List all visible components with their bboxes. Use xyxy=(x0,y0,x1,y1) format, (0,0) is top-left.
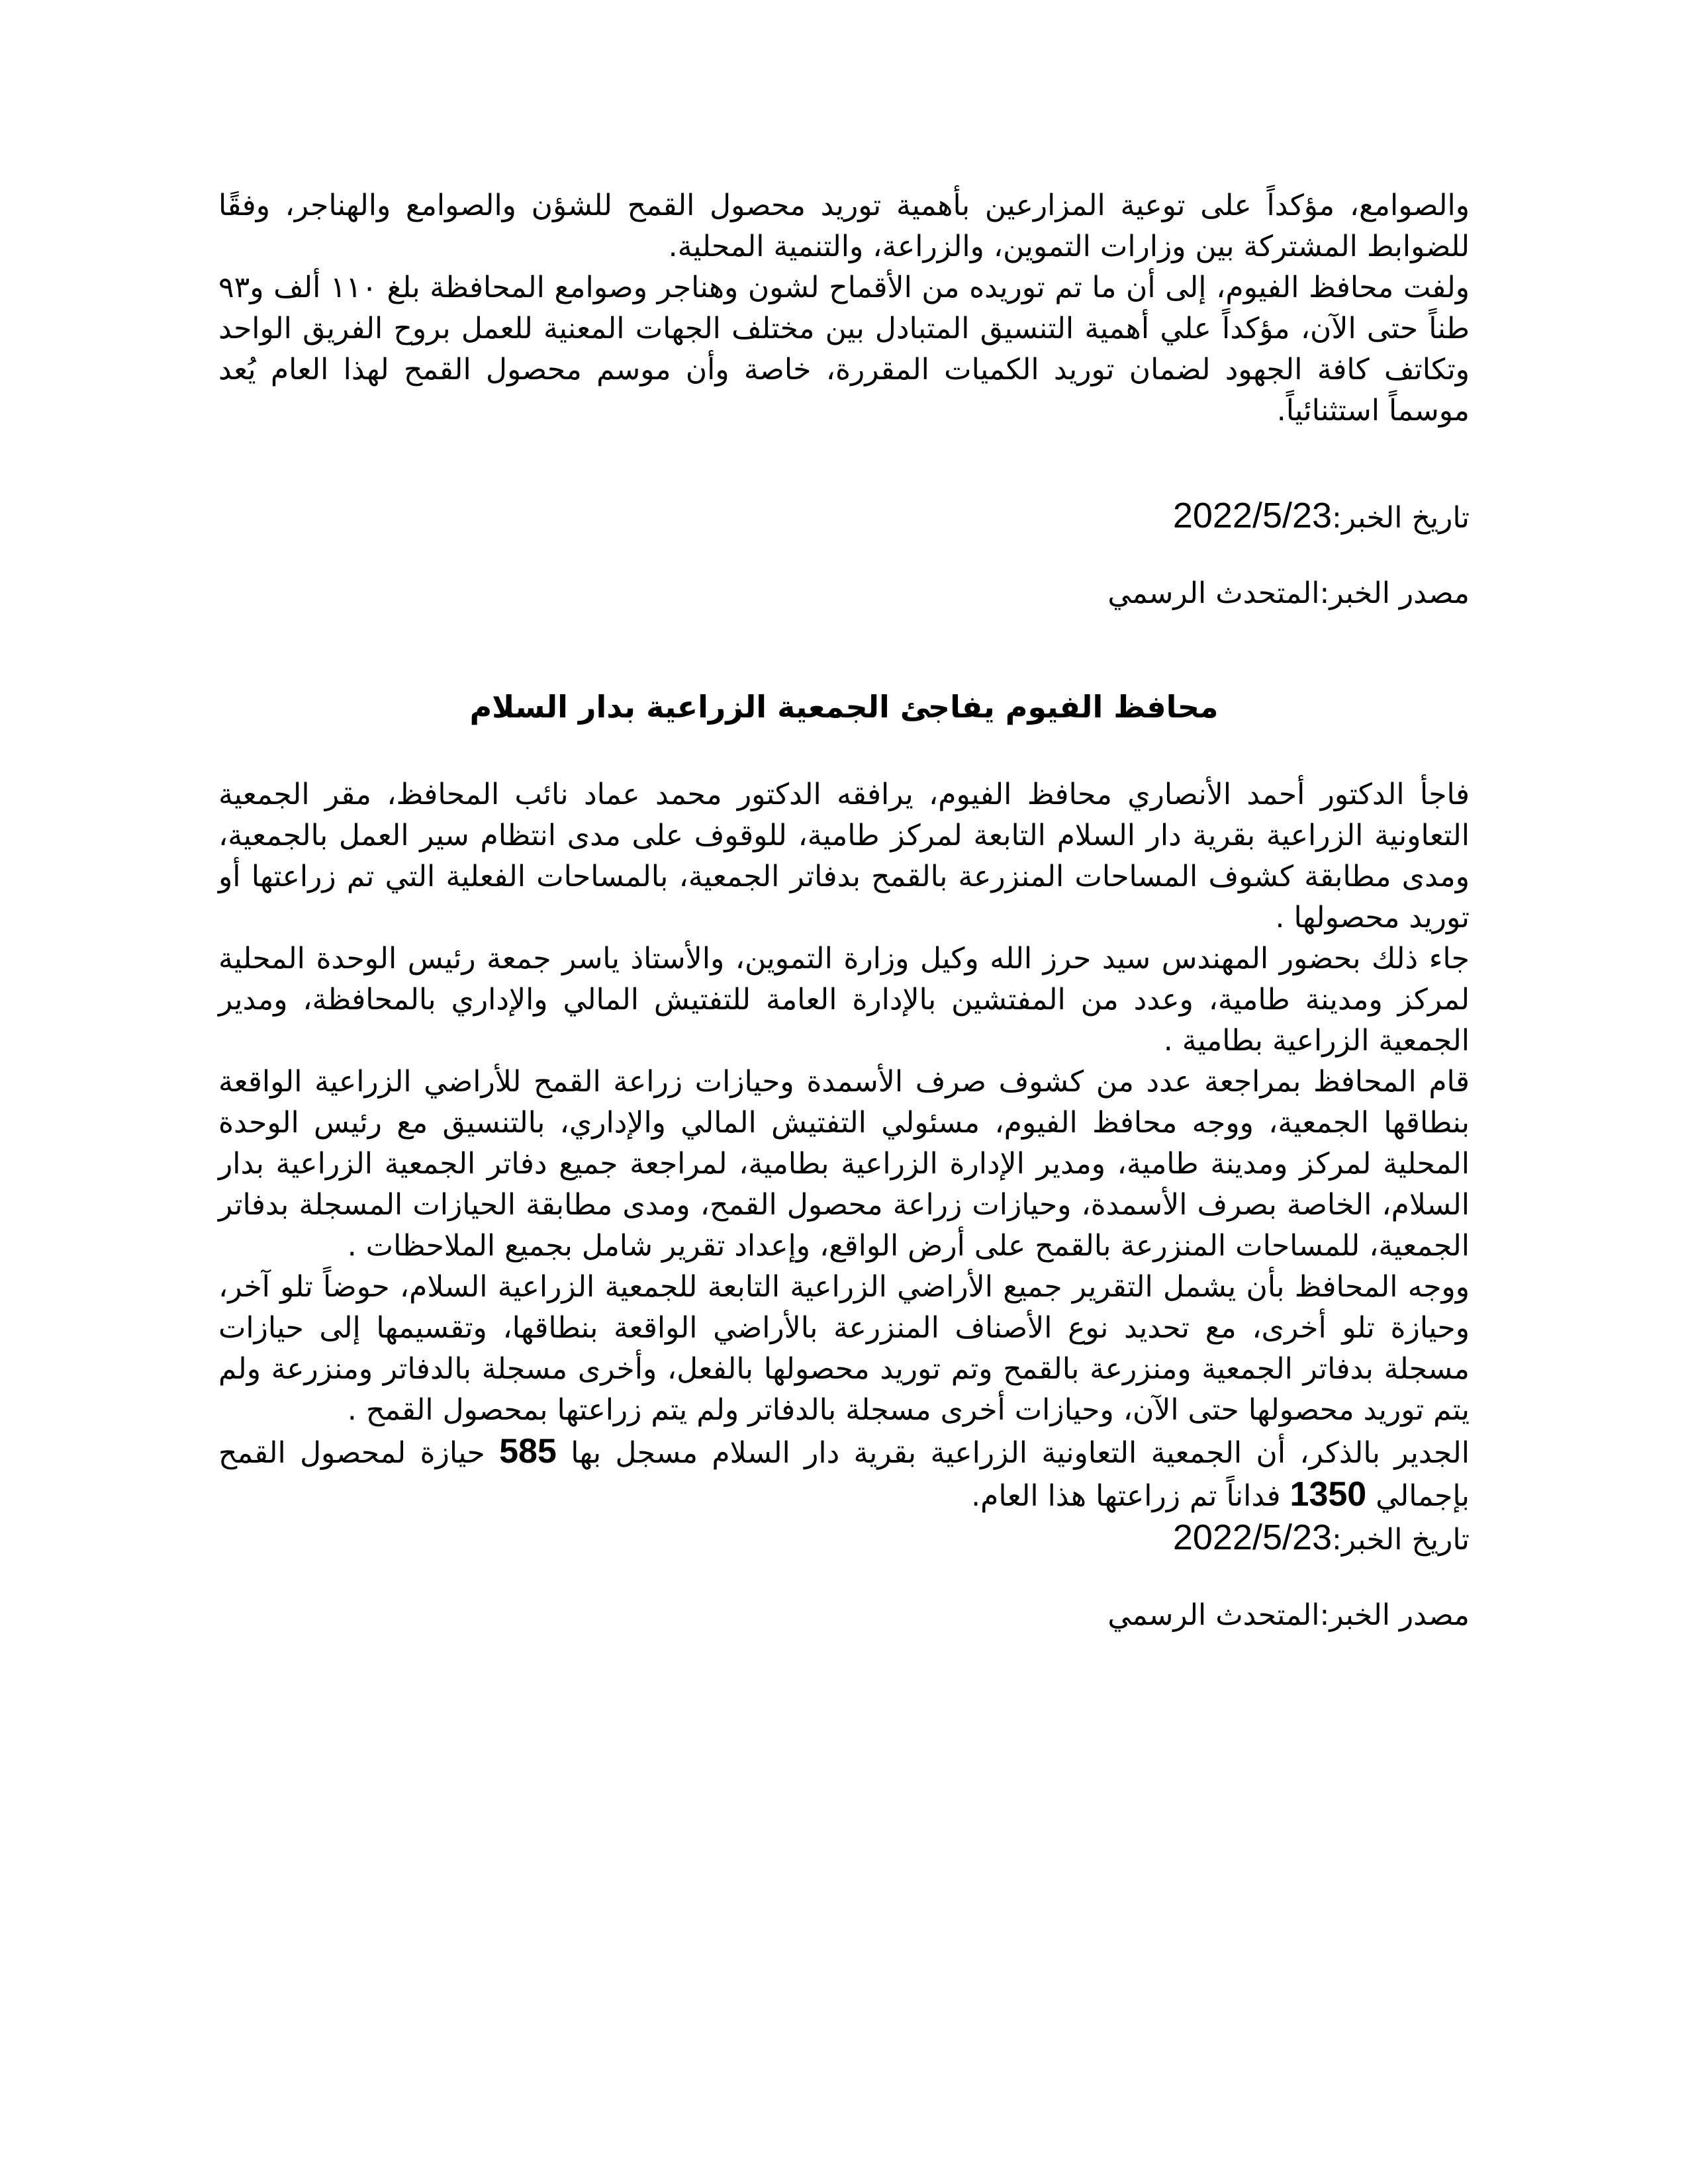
date-value: 2022/5/23 xyxy=(1172,1518,1333,1557)
source-label: مصدر الخبر: xyxy=(1319,1598,1470,1632)
article-2 xyxy=(218,686,1470,1636)
document-page xyxy=(218,185,1470,1636)
article-2-paragraph: فاجأ الدكتور أحمد الأنصاري محافظ الفيوم، يرافقه الدكتور محمد عماد نائب المحافظ، مقر الجمعية التعاونية الزراعية بقرية دار السلام التابعة لمركز طامية، للوقوف على مدى انتظام سير العمل بالجمعية، ومدى مطابقة كشوف المساحات المنزرعة بالقمح بدفاتر الجمعية، بالمساحات الفعلية التي تم زراعتها أو توريد محصولها . xyxy=(218,778,1470,934)
article-1-date xyxy=(218,495,1470,539)
article-1-source xyxy=(218,573,1470,614)
article-1-paragraph: والصوامع، مؤكداً على توعية المزارعين بأهمية توريد محصول القمح للشؤن والصوامع والهناجر، وفقًا للضوابط المشتركة بين وزارات التموين، والزراعة، والتنمية المحلية. xyxy=(218,189,1470,263)
article-2-paragraph: قام المحافظ بمراجعة عدد من كشوف صرف الأسمدة وحيازات زراعة القمح للأراضي الزراعية الواقعة بنطاقها الجمعية، ووجه محافظ الفيوم، مسئولي التفتيش المالي والإداري، بالتنسيق مع رئيس الوحدة المحلية لمركز ومدينة طامية، ومدير الإدارة الزراعية بطامية، لمراجعة جميع دفاتر الجمعية الزراعية بدار السلام، الخاصة بصرف الأسمدة، وحيازات زراعة محصول القمح، ومدى مطابقة الحيازات المسجلة بدفاتر الجمعية، للمساحات المنزرعة بالقمح على أرض الواقع، وإعداد تقرير شامل بجميع الملاحظات . xyxy=(218,1065,1470,1263)
holdings-count: 585 xyxy=(499,1432,557,1471)
date-label: تاريخ الخبر: xyxy=(1332,1523,1470,1557)
source-value: المتحدث الرسمي xyxy=(1107,1598,1320,1632)
closing-text: فداناً تم زراعتها هذا العام. xyxy=(971,1479,1281,1513)
article-2-paragraph: جاء ذلك بحضور المهندس سيد حرز الله وكيل وزارة التموين، والأستاذ ياسر جمعة رئيس الوحدة المحلية لمركز ومدينة طامية، وعدد من المفتشين بالإدارة العامة للتفتيش المالي والإداري بالمحافظة، ومدير الجمعية الزراعية بطامية . xyxy=(218,942,1470,1058)
source-value: المتحدث الرسمي xyxy=(1107,576,1320,610)
closing-text: حيازة لمحصول القمح بإجمالي xyxy=(218,1436,1470,1513)
article-2-date xyxy=(218,1517,1470,1561)
article-2-source xyxy=(218,1595,1470,1636)
article-title: محافظ الفيوم يفاجئ الجمعية الزراعية بدار السلام xyxy=(469,689,1219,725)
date-label: تاريخ الخبر: xyxy=(1332,501,1470,535)
source-label: مصدر الخبر: xyxy=(1319,576,1470,610)
article-2-paragraph: ووجه المحافظ بأن يشمل التقرير جميع الأراضي الزراعية التابعة للجمعية الزراعية السلام، حوضاً تلو آخر، وحيازة تلو أخرى، مع تحديد نوع الأصناف المنزرعة بالأراضي الواقعة بنطاقها، وتقسيمها إلى حيازات مسجلة بدفاتر الجمعية ومنزرعة بالقمح وتم توريد محصولها بالفعل، وأخرى مسجلة بالدفاتر ومنزرعة ولم يتم توريد محصولها حتى الآن، وحيازات أخرى مسجلة بالدفاتر ولم يتم زراعتها بمحصول القمح . xyxy=(218,1270,1470,1427)
date-value: 2022/5/23 xyxy=(1172,496,1333,535)
article-1-paragraph: ولفت محافظ الفيوم، إلى أن ما تم توريده من الأقماح لشون وهناجر وصوامع المحافظة بلغ ١١٠ ألف و٩٣ طناً حتى الآن، مؤكداً علي أهمية التنسيق المتبادل بين مختلف الجهات المعنية للعمل بروح الفريق الواحد وتكاتف كافة الجهود لضمان توريد الكميات المقررة، خاصة وأن موسم محصول القمح لهذا العام يُعد موسماً استثنائياً. xyxy=(218,271,1470,428)
article-2-closing-paragraph xyxy=(218,1431,1470,1517)
feddan-total: 1350 xyxy=(1289,1475,1367,1514)
article-1 xyxy=(218,185,1470,614)
closing-text: الجدير بالذكر، أن الجمعية التعاونية الزراعية بقرية دار السلام مسجل بها xyxy=(571,1436,1470,1470)
